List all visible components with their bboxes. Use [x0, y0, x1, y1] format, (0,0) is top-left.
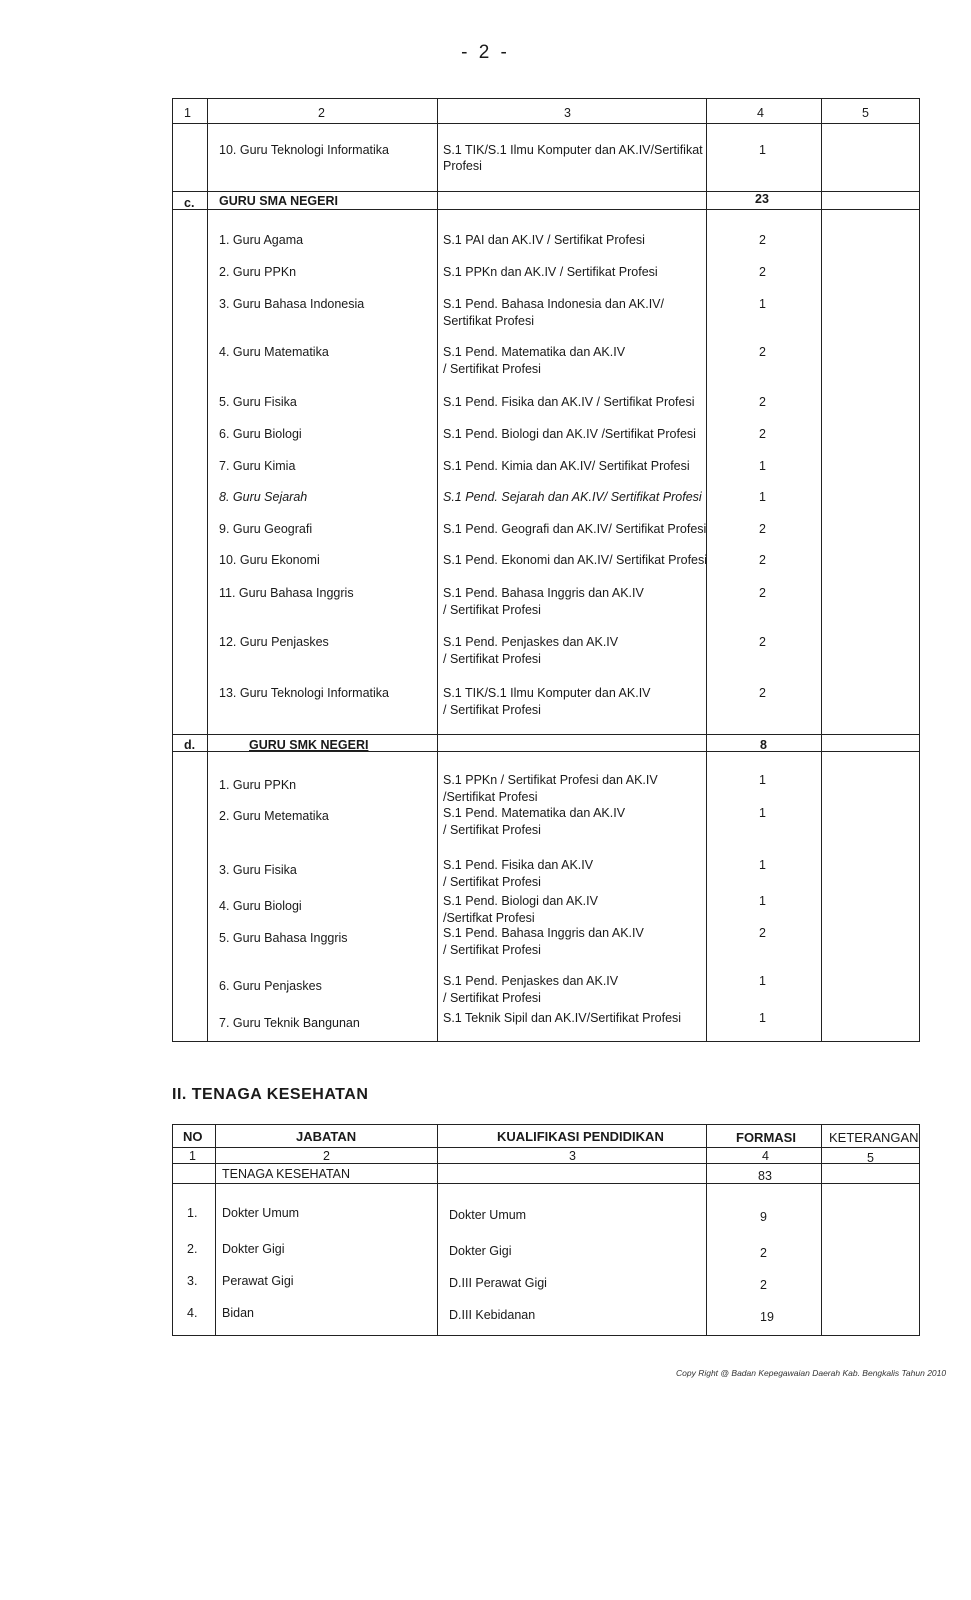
qualification-line1: S.1 Teknik Sipil dan AK.IV/Sertifikat Profesi [443, 1011, 682, 1025]
col-number-3: 3 [569, 1149, 576, 1163]
qualification-line2: / Sertifikat Profesi [443, 823, 541, 837]
position-name: 5. Guru Fisika [219, 395, 297, 409]
jabatan: Dokter Gigi [222, 1242, 285, 1256]
qualification-line1: S.1 Pend. Kimia dan AK.IV/ Sertifikat Profesi [443, 459, 690, 473]
kualifikasi: Dokter Umum [449, 1208, 527, 1222]
page-number: - 2 - [461, 42, 510, 63]
formation-count: 1 [759, 459, 766, 473]
group-total: 23 [755, 192, 769, 206]
qualification-line1: S.1 Pend. Biologi dan AK.IV [443, 894, 598, 908]
qualification-line2: / Sertifikat Profesi [443, 875, 541, 889]
position-name: 6. Guru Penjaskes [219, 979, 322, 993]
qualification-line2: Sertifikat Profesi [443, 314, 535, 328]
col-number-2: 2 [323, 1149, 330, 1163]
jabatan: Bidan [222, 1306, 254, 1320]
jabatan: Dokter Umum [222, 1206, 300, 1220]
qualification-line2: / Sertifikat Profesi [443, 703, 541, 717]
qualification-line2: Profesi [443, 159, 482, 173]
col-number-1: 1 [189, 1149, 196, 1163]
col-header-4: 4 [757, 106, 764, 120]
header-keterangan: KETERANGAN [829, 1130, 919, 1145]
col-header-1: 1 [184, 106, 191, 120]
position-name: 5. Guru Bahasa Inggris [219, 931, 348, 945]
formation-count: 2 [759, 686, 766, 700]
col-header-2: 2 [318, 106, 325, 120]
position-name: 11. Guru Bahasa Inggris [219, 586, 354, 600]
formation-count: 1 [759, 974, 766, 988]
position-name: 2. Guru PPKn [219, 265, 297, 279]
group-total: 83 [758, 1169, 772, 1183]
row-number: 1. [187, 1206, 198, 1220]
col-header-3: 3 [564, 106, 571, 120]
group-code: c. [184, 196, 195, 210]
qualification-line1: S.1 Pend. Matematika dan AK.IV [443, 806, 626, 820]
position-name: 9. Guru Geografi [219, 522, 313, 536]
qualification-line1: S.1 TIK/S.1 Ilmu Komputer dan AK.IV/Sertifikat [443, 143, 703, 157]
position-name: 10. Guru Ekonomi [219, 553, 320, 567]
qualification-line1: S.1 Pend. Geografi dan AK.IV/ Sertifikat Profesi [443, 522, 707, 536]
formation-count: 2 [759, 586, 766, 600]
formasi: 9 [760, 1210, 767, 1224]
formation-count: 2 [759, 233, 766, 247]
header-jabatan: JABATAN [296, 1129, 357, 1144]
formation-count: 2 [759, 427, 766, 441]
row-number: 3. [187, 1274, 198, 1288]
formation-count: 2 [759, 522, 766, 536]
position-name: 1. Guru PPKn [219, 778, 297, 792]
qualification-line2: /Sertifkat Profesi [443, 911, 535, 925]
qualification-line1: S.1 Pend. Ekonomi dan AK.IV/ Sertifikat Profesi [443, 553, 708, 567]
qualification-line1: S.1 Pend. Penjaskes dan AK.IV [443, 635, 619, 649]
row-number: 4. [187, 1306, 198, 1320]
position-name: 4. Guru Biologi [219, 899, 302, 913]
position-name: 3. Guru Bahasa Indonesia [219, 297, 365, 311]
qualification-line2: / Sertifikat Profesi [443, 603, 541, 617]
group-title: GURU SMA NEGERI [219, 194, 338, 208]
formation-count: 2 [759, 553, 766, 567]
qualification-line1: S.1 PPKn / Sertifikat Profesi dan AK.IV [443, 773, 658, 787]
formation-count: 2 [759, 345, 766, 359]
formation-count: 2 [759, 926, 766, 940]
position-name: 13. Guru Teknologi Informatika [219, 686, 390, 700]
qualification-line2: / Sertifikat Profesi [443, 362, 541, 376]
header-kualifikasi: KUALIFIKASI PENDIDIKAN [497, 1129, 664, 1144]
col-number-5: 5 [867, 1151, 874, 1165]
position-name: 6. Guru Biologi [219, 427, 302, 441]
formation-count: 1 [759, 1011, 766, 1025]
qualification-line2: / Sertifikat Profesi [443, 652, 541, 666]
formasi: 2 [760, 1246, 767, 1260]
formation-count: 1 [759, 490, 766, 504]
formation-count: 1 [759, 297, 766, 311]
group-total: 8 [760, 738, 767, 752]
kualifikasi: D.III Perawat Gigi [449, 1276, 547, 1290]
position-name: 10. Guru Teknologi Informatika [219, 143, 390, 157]
formation-count: 2 [759, 635, 766, 649]
qualification-line2: /Sertifikat Profesi [443, 790, 538, 804]
qualification-line2: / Sertifikat Profesi [443, 943, 541, 957]
qualification-line1: S.1 Pend. Fisika dan AK.IV [443, 858, 594, 872]
row-number: 2. [187, 1242, 198, 1256]
header-formasi: FORMASI [736, 1130, 796, 1145]
formasi: 19 [760, 1310, 774, 1324]
position-name: 1. Guru Agama [219, 233, 304, 247]
qualification-line1: S.1 Pend. Penjaskes dan AK.IV [443, 974, 619, 988]
qualification-line1: S.1 Pend. Bahasa Indonesia dan AK.IV/ [443, 297, 664, 311]
qualification-line1: S.1 Pend. Sejarah dan AK.IV/ Sertifikat Profesi [443, 490, 702, 504]
formation-count: 1 [759, 894, 766, 908]
position-name: 4. Guru Matematika [219, 345, 329, 359]
col-header-5: 5 [862, 106, 869, 120]
qualification-line1: S.1 Pend. Bahasa Inggris dan AK.IV [443, 586, 644, 600]
col-number-4: 4 [762, 1149, 769, 1163]
qualification-line1: S.1 Pend. Bahasa Inggris dan AK.IV [443, 926, 644, 940]
formation-count: 1 [759, 806, 766, 820]
qualification-line1: S.1 Pend. Matematika dan AK.IV [443, 345, 626, 359]
group-title: TENAGA KESEHATAN [222, 1167, 351, 1181]
jabatan: Perawat Gigi [222, 1274, 294, 1288]
qualification-line1: S.1 Pend. Biologi dan AK.IV /Sertifikat Profesi [443, 427, 696, 441]
position-name: 2. Guru Metematika [219, 809, 329, 823]
position-name: 12. Guru Penjaskes [219, 635, 329, 649]
formation-count: 1 [759, 143, 766, 157]
formation-count: 1 [759, 773, 766, 787]
qualification-line1: S.1 PPKn dan AK.IV / Sertifikat Profesi [443, 265, 658, 279]
group-title: GURU SMK NEGERI [249, 738, 369, 752]
position-name: 7. Guru Kimia [219, 459, 296, 473]
qualification-line1: S.1 Pend. Fisika dan AK.IV / Sertifikat Profesi [443, 395, 695, 409]
copyright-note: Copy Right @ Badan Kepegawaian Daerah Kab. Bengkalis Tahun 2010 [676, 1368, 947, 1378]
formation-count: 1 [759, 858, 766, 872]
health-staff-table [172, 1124, 920, 1336]
qualification-line2: / Sertifikat Profesi [443, 991, 541, 1005]
position-name: 8. Guru Sejarah [219, 490, 308, 504]
kualifikasi: D.III Kebidanan [449, 1308, 536, 1322]
qualification-line1: S.1 TIK/S.1 Ilmu Komputer dan AK.IV [443, 686, 651, 700]
section-title: II. TENAGA KESEHATAN [172, 1086, 369, 1103]
position-name: 3. Guru Fisika [219, 863, 297, 877]
formation-count: 2 [759, 395, 766, 409]
group-code: d. [184, 738, 196, 752]
header-no: NO [183, 1129, 203, 1144]
kualifikasi: Dokter Gigi [449, 1244, 512, 1258]
position-name: 7. Guru Teknik Bangunan [219, 1016, 360, 1030]
formasi: 2 [760, 1278, 767, 1292]
qualification-line1: S.1 PAI dan AK.IV / Sertifikat Profesi [443, 233, 645, 247]
formation-count: 2 [759, 265, 766, 279]
